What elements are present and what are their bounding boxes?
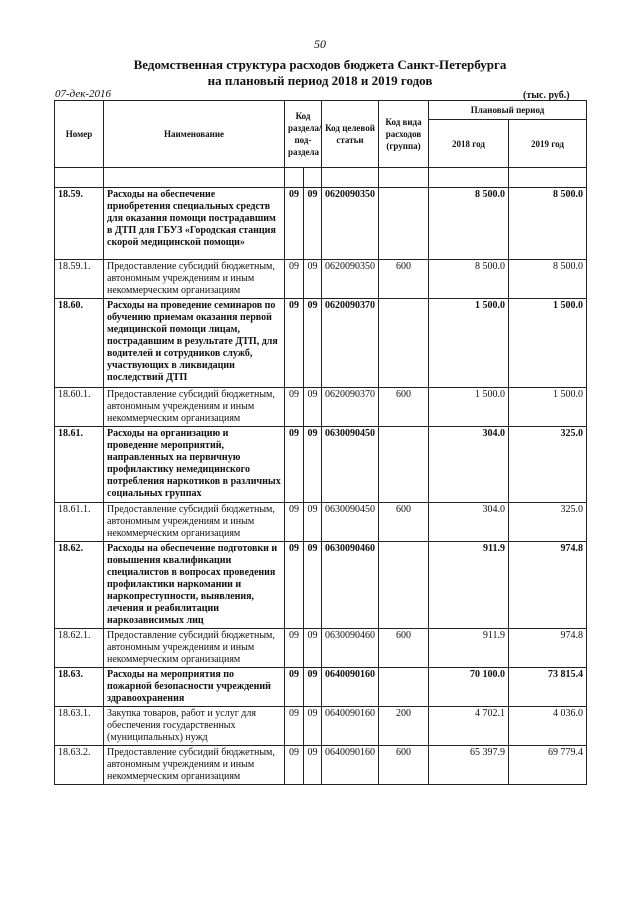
row-section: 09	[285, 388, 304, 427]
row-amount-2018: 911.9	[429, 629, 509, 668]
row-amount-2018: 1 500.0	[429, 299, 509, 388]
row-number: 18.59.	[55, 188, 104, 260]
row-number: 18.63.1.	[55, 707, 104, 746]
row-expense-type	[379, 542, 429, 629]
row-amount-2018: 304.0	[429, 427, 509, 503]
row-expense-type: 600	[379, 629, 429, 668]
table-row	[55, 299, 587, 388]
table-row	[55, 503, 587, 542]
row-expense-type: 600	[379, 388, 429, 427]
table-row	[55, 427, 587, 503]
row-subsection: 09	[304, 503, 322, 542]
row-subsection: 09	[304, 299, 322, 388]
row-subsection: 09	[304, 388, 322, 427]
row-section: 09	[285, 260, 304, 299]
row-amount-2019: 325.0	[509, 503, 587, 542]
row-amount-2018: 1 500.0	[429, 388, 509, 427]
row-number: 18.62.	[55, 542, 104, 629]
row-expense-type	[379, 668, 429, 707]
row-article: 0640090160	[322, 668, 379, 707]
title-line-1: Ведомственная структура расходов бюджета Санкт-Петербурга	[133, 57, 507, 72]
title-line-2: на плановый период 2018 и 2019 годов	[207, 73, 433, 88]
row-article: 0630090450	[322, 427, 379, 503]
row-section: 09	[285, 188, 304, 260]
row-number: 18.60.1.	[55, 388, 104, 427]
table-row	[55, 388, 587, 427]
row-name: Расходы на организацию и проведение мероприятий, направленных на первичную профилактику немедицинского потребления наркотиков в различных социальных группах	[104, 427, 285, 503]
row-amount-2018: 4 702.1	[429, 707, 509, 746]
row-article: 0620090350	[322, 188, 379, 260]
row-number: 18.62.1.	[55, 629, 104, 668]
spacer-row	[55, 168, 587, 188]
row-number: 18.63.2.	[55, 746, 104, 785]
row-subsection: 09	[304, 260, 322, 299]
table-row	[55, 629, 587, 668]
document-date: 07-дек-2016	[55, 88, 112, 100]
row-name: Предоставление субсидий бюджетным, автономным учреждениям и иным некоммерческим организациям	[104, 503, 285, 542]
row-subsection: 09	[304, 668, 322, 707]
row-section: 09	[285, 668, 304, 707]
row-name: Закупка товаров, работ и услуг для обеспечения государственных (муниципальных) нужд	[104, 707, 285, 746]
row-subsection: 09	[304, 542, 322, 629]
row-amount-2019: 4 036.0	[509, 707, 587, 746]
row-amount-2019: 8 500.0	[509, 260, 587, 299]
row-section: 09	[285, 427, 304, 503]
row-subsection: 09	[304, 427, 322, 503]
table-row	[55, 746, 587, 785]
row-subsection: 09	[304, 629, 322, 668]
row-article: 0620090370	[322, 388, 379, 427]
table-row	[55, 668, 587, 707]
budget-table	[54, 100, 587, 785]
header-name: Наименование	[104, 101, 285, 168]
row-amount-2018: 304.0	[429, 503, 509, 542]
row-amount-2019: 974.8	[509, 629, 587, 668]
row-name: Расходы на мероприятия по пожарной безопасности учреждений здравоохранения	[104, 668, 285, 707]
row-section: 09	[285, 707, 304, 746]
row-amount-2019: 974.8	[509, 542, 587, 629]
table-row	[55, 542, 587, 629]
row-amount-2018: 8 500.0	[429, 188, 509, 260]
row-amount-2019: 8 500.0	[509, 188, 587, 260]
row-article: 0640090160	[322, 746, 379, 785]
row-amount-2018: 70 100.0	[429, 668, 509, 707]
row-subsection: 09	[304, 188, 322, 260]
row-section: 09	[285, 629, 304, 668]
row-article: 0640090160	[322, 707, 379, 746]
row-name: Расходы на обеспечение приобретения специальных средств для оказания помощи пострадавшим в ДТП для ГБУЗ «Городская станция скорой медицинской помощи»	[104, 188, 285, 260]
row-amount-2019: 325.0	[509, 427, 587, 503]
row-name: Предоставление субсидий бюджетным, автономным учреждениям и иным некоммерческим организациям	[104, 629, 285, 668]
page-number: 50	[314, 37, 326, 51]
document-title	[0, 57, 640, 89]
row-section: 09	[285, 503, 304, 542]
row-name: Расходы на проведение семинаров по обучению приемам оказания первой медицинской помощи лицам, пострадавшим в результате ДТП, для водителей и сотрудников служб, участвующих в ликвидации последствий ДТП	[104, 299, 285, 388]
row-article: 0630090460	[322, 629, 379, 668]
header-planned-period: Плановый период	[429, 101, 587, 120]
row-number: 18.61.1.	[55, 503, 104, 542]
row-expense-type: 200	[379, 707, 429, 746]
row-subsection: 09	[304, 746, 322, 785]
row-name: Предоставление субсидий бюджетным, автономным учреждениям и иным некоммерческим организациям	[104, 388, 285, 427]
row-amount-2019: 1 500.0	[509, 388, 587, 427]
row-subsection: 09	[304, 707, 322, 746]
row-article: 0620090350	[322, 260, 379, 299]
row-expense-type: 600	[379, 503, 429, 542]
row-name: Расходы на обеспечение подготовки и повышения квалификации специалистов в вопросах проведения профилактики наркомании и наркопреступности, выявления, лечения и реабилитации наркозависимых лиц	[104, 542, 285, 629]
row-amount-2019: 73 815.4	[509, 668, 587, 707]
table-row	[55, 260, 587, 299]
header-year-2019: 2019 год	[509, 120, 587, 168]
row-amount-2019: 69 779.4	[509, 746, 587, 785]
table-row	[55, 707, 587, 746]
header-number: Номер	[55, 101, 104, 168]
row-article: 0630090460	[322, 542, 379, 629]
row-amount-2018: 911.9	[429, 542, 509, 629]
row-number: 18.60.	[55, 299, 104, 388]
row-number: 18.59.1.	[55, 260, 104, 299]
units-label: (тыс. руб.)	[523, 90, 570, 101]
row-number: 18.61.	[55, 427, 104, 503]
header-expense-type: Код вида расходов (группа)	[379, 101, 429, 168]
table-row	[55, 188, 587, 260]
row-expense-type	[379, 427, 429, 503]
row-name: Предоставление субсидий бюджетным, автономным учреждениям и иным некоммерческим организациям	[104, 746, 285, 785]
header-article-code: Код целевой статьи	[322, 101, 379, 168]
row-amount-2018: 8 500.0	[429, 260, 509, 299]
row-expense-type	[379, 188, 429, 260]
row-name: Предоставление субсидий бюджетным, автономным учреждениям и иным некоммерческим организациям	[104, 260, 285, 299]
header-year-2018: 2018 год	[429, 120, 509, 168]
row-section: 09	[285, 746, 304, 785]
row-expense-type: 600	[379, 260, 429, 299]
row-expense-type	[379, 299, 429, 388]
row-section: 09	[285, 299, 304, 388]
row-amount-2019: 1 500.0	[509, 299, 587, 388]
row-expense-type: 600	[379, 746, 429, 785]
header-section-code: Код раздела/ под-раздела	[285, 101, 322, 168]
row-number: 18.63.	[55, 668, 104, 707]
row-article: 0630090450	[322, 503, 379, 542]
row-section: 09	[285, 542, 304, 629]
row-amount-2018: 65 397.9	[429, 746, 509, 785]
row-article: 0620090370	[322, 299, 379, 388]
